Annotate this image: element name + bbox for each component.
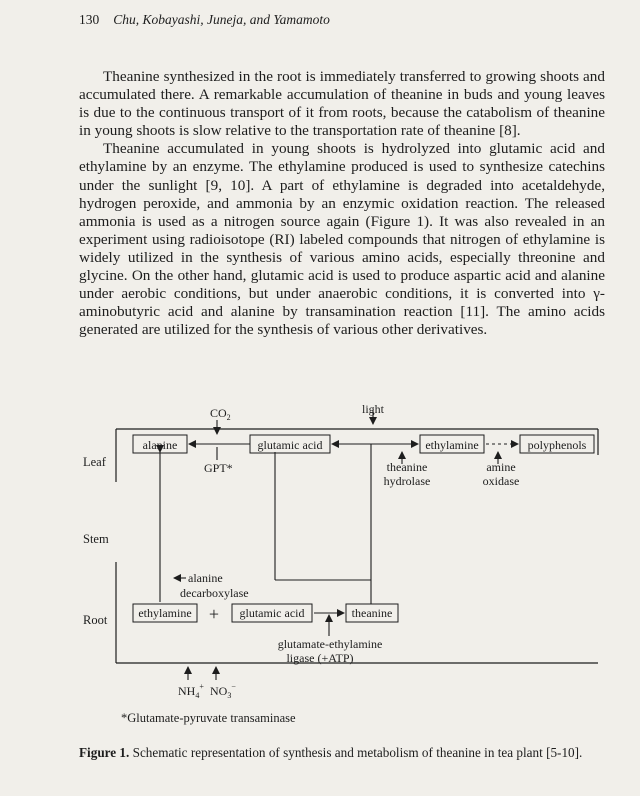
nh4-label: $NH_4^+$ [178, 682, 204, 700]
tissue-label-stem: Stem [83, 532, 109, 546]
plus-sign: + [208, 604, 220, 624]
root-node-ethylamine [133, 604, 197, 622]
no3-label: $NO_3^-$ [210, 682, 236, 700]
alanine-decarboxylase-label-1: alanine [188, 571, 223, 585]
caption-label: Figure 1. [79, 745, 130, 760]
root-node-glutamic-acid [232, 604, 312, 622]
amine-oxidase-label-2: oxidase [482, 474, 520, 488]
body-text [79, 68, 605, 339]
ligase-label-2: ligase (+ATP) [286, 651, 354, 665]
gpt-label: GPT* [204, 461, 233, 475]
root-ethylamine-label: ethylamine [138, 606, 192, 620]
root-theanine-label: theanine [351, 606, 393, 620]
leaf-ethylamine-label: ethylamine [425, 438, 479, 452]
caption-text: Schematic representation of synthesis and metabolism of theanine in tea plant [5-10]. [132, 745, 583, 760]
tissue-label-root: Root [83, 613, 108, 627]
leaf-alanine-label: alanine [142, 438, 178, 452]
page-number: 130 [79, 12, 100, 27]
leaf-node-glutamic-acid [250, 435, 330, 453]
theanine-hydrolase-label-2: hydrolase [383, 474, 431, 488]
leaf-node-ethylamine [420, 435, 484, 453]
leaf-arrows [189, 410, 518, 464]
co2-label: $CO_2$ [210, 406, 231, 422]
figure-caption [79, 745, 599, 762]
light-label: light [362, 402, 385, 416]
ligase-label-1: glutamate-ethylamine [277, 637, 383, 651]
tissue-label-leaf: Leaf [83, 455, 106, 469]
alanine-decarboxylase-label-2: decarboxylase [180, 586, 249, 600]
leaf-polyphenols-label: polyphenols [527, 438, 587, 452]
theanine-hydrolase-label-1: theanine [386, 460, 428, 474]
root-glutamic-acid-label: glutamic acid [239, 606, 305, 620]
figure-footnote: *Glutamate-pyruvate transaminase [121, 711, 296, 725]
leaf-glutamic-acid-label: glutamic acid [257, 438, 323, 452]
root-node-theanine [346, 604, 398, 622]
paragraph: Theanine synthesized in the root is immediately transferred to growing shoots and accumulated there. A remarkable accumulation of theanine in buds and young leaves is due to the continuous transport of it from roots, because the catabolism of theanine in young shoots is slow relative to the transportation rate of theanine [8]. [79, 68, 605, 140]
amine-oxidase-label-1: amine [486, 460, 516, 474]
leaf-node-polyphenols [520, 435, 594, 453]
running-head-authors: Chu, Kobayashi, Juneja, and Yamamoto [113, 12, 330, 27]
page-header [79, 12, 559, 28]
leaf-region [116, 429, 598, 482]
leaf-node-alanine [133, 435, 187, 453]
paragraph: Theanine accumulated in young shoots is hydrolyzed into glutamic acid and ethylamine by an enzyme. The ethylamine produced is used to synthesize catechins under the sunlight [9, 10]. A part of ethylamine is degraded into acetaldehyde, hydrogen peroxide, and ammonia by an enzymic oxidation reaction. The released ammonia is used as a nitrogen source again (Figure 1). It was also revealed in an experiment using radioisotope (RI) labeled compounds that nitrogen of ethylamine is widely utilized in the synthesis of various amino acids, especially threonine and glycine. On the other hand, glutamic acid is used to produce aspartic acid and alanine under aerobic conditions, but under anaerobic conditions, it is converted into γ-aminobutyric acid and alanine by transamination reaction [11]. The amino acids generated are utilized for the synthesis of various other derivatives. [79, 140, 605, 339]
theanine-metabolism-diagram [0, 394, 640, 734]
